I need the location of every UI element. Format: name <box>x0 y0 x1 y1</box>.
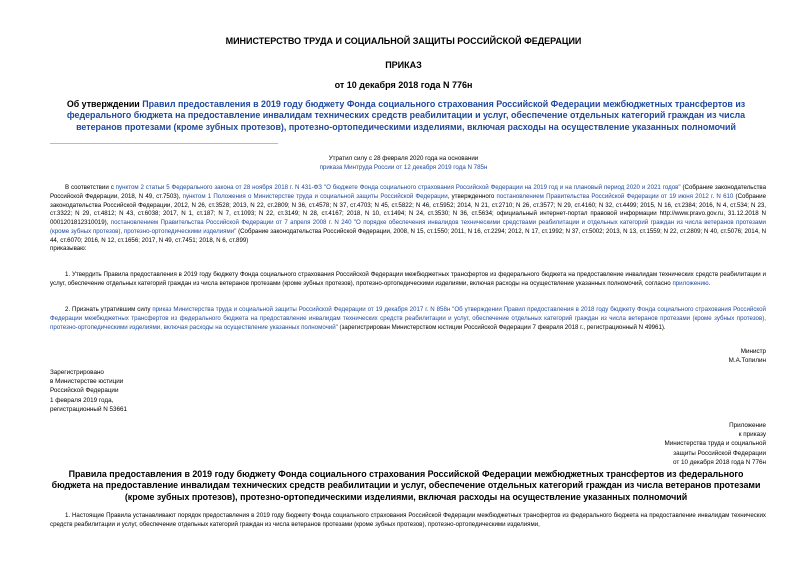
order-heading: ПРИКАЗ <box>385 60 422 70</box>
item-1-paragraph <box>50 271 766 289</box>
item-2-text: 2. Признать утратившим силу <box>65 306 153 313</box>
order-word: приказываю: <box>50 245 87 253</box>
item-2-end: (зарегистрирован Министерством юстиции Российской Федерации 7 февраля 2018 г., регистрационный N 49961). <box>337 323 666 331</box>
registration-line: регистрационный N 53661 <box>50 405 128 413</box>
appendix-line: к приказу <box>738 431 766 439</box>
separator-line <box>50 143 278 144</box>
registration-line: Зарегистрировано <box>50 369 104 376</box>
order-title <box>48 99 764 133</box>
preamble-paragraph <box>50 184 766 254</box>
rules-title: Правила предоставления в 2019 году бюджету Фонда социального страхования Российской Федерации межбюджетных трансфертов из федерального бюджета на предоставление инвалидам технических средств реабилитации и услуг, обеспечение отдельных категорий граждан из числа ветеранов протезами (кроме зубных протезов), протезно-ортопедическими изделиями, включая расходы на осуществление указанных полномочий <box>51 469 761 502</box>
appendix-block <box>664 421 766 467</box>
registration-line: 1 февраля 2019 года, <box>50 396 114 404</box>
appendix-line: от 10 декабря 2018 года N 776н <box>672 458 766 466</box>
preamble-text-5: (Собрание законодательства Российской Федерации, 2008, N 15, ст.1550; 2011, N 16, ст.2294; 2012, N 17, ст.1992; N 37, ст.5002; 2013, N 13, ст.1559; N 22, ст.2809; N 40, ст.5076; 2014, N 44, ст.6070; 2016, N 12, ст.1656; 2017, N 49, ст.7451; 2018, N 6, ст.899) <box>50 227 767 244</box>
appendix-line: Министерства труда и социальной <box>664 440 766 448</box>
appendix-link[interactable]: приложению <box>672 279 709 287</box>
lost-force-note <box>0 154 807 172</box>
minister-name: М.А.Топилин <box>728 357 766 365</box>
order-date: от 10 декабря 2018 года N 776н <box>334 80 473 90</box>
appendix-line: защиты Российской Федерации <box>673 449 766 457</box>
registration-block <box>50 368 127 414</box>
law-431-link[interactable]: пунктом 2 статьи 5 Федерального закона от 28 ноября 2018 г. N 431-ФЗ "О бюджете Фонда социального страхования Российской Федерации на 2019 год и на плановый период 2020 и 2021 годов" <box>115 184 681 191</box>
item-1-text: 1. Утвердить Правила предоставления в 2019 году бюджету Фонда социального страхования Российской Федерации межбюджетных трансфертов из федерального бюджета на предоставление инвалидам технических средств реабилитации и услуг, обеспечение отдельных категорий граждан из числа ветеранов протезами (кроме зубных протезов), протезно-ортопедическими изделиями, включая расходы на осуществление указанных полномочий, согласно <box>50 271 766 287</box>
registration-line: Российской Федерации <box>50 387 119 395</box>
registration-line: в Министерстве юстиции <box>50 378 124 386</box>
order-858-link[interactable]: приказ Министерства труда и социальной защиты Российской Федерации от 19 декабря 2017 г. N 858н "Об утверждении Правил предоставления в 2018 году бюджету Фонда социального страхования Российской Федерации межбюджетных трансфертов из федерального бюджета на предоставление инвалидам технических средств реабилитации и услуг, обеспечение отдельных категорий граждан из числа ветеранов протезами (кроме зубных протезов), протезно-ортопедическими изделиями, включая расходы на осуществление указанных полномочий" <box>50 306 766 331</box>
ministry-regulation-link[interactable]: пунктом 1 Положения о Министерстве труда и социальной защиты Российской Федерации <box>182 192 448 200</box>
signature-block <box>729 347 766 365</box>
decree-610-link[interactable]: постановлением Правительства Российской Федерации от 19 июня 2012 г. N 610 <box>496 192 734 200</box>
order-title-link[interactable]: Правил предоставления в 2019 году бюджету Фонда социального страхования Российской Федерации межбюджетных трансфертов из федерального бюджета на предоставление инвалидам технических средств реабилитации и услуг, обеспечение отдельных категорий граждан из числа ветеранов протезами (кроме зубных протезов), протезно-ортопедическими изделиями, включая расходы на осуществление указанных полномочий <box>66 99 746 132</box>
decree-240-link[interactable]: постановлением Правительства Российской Федерации от 7 апреля 2008 г. N 240 "О порядке обеспечения инвалидов техническими средствами реабилитации и отдельных категорий граждан из числа ветеранов протезами (кроме зубных протезов), протезно-ортопедическими изделиями" <box>50 219 766 235</box>
preamble-text-1: В соответствии с <box>65 184 116 191</box>
item-2-paragraph <box>50 306 766 332</box>
appendix-line: Приложение <box>729 422 766 429</box>
lost-force-link[interactable]: приказа Минтруда России от 12 декабря 2019 года N 785н <box>319 164 488 171</box>
rules-paragraph-1: 1. Настоящие Правила устанавливают порядок предоставления в 2019 году бюджету Фонда социального страхования Российской Федерации межбюджетных трансфертов из федерального бюджета на предоставление инвалидам технических средств реабилитации и услуг, обеспечение отдельных категорий граждан из числа ветеранов протезами (кроме зубных протезов), протезно-ортопедическими изделиями, <box>50 512 766 528</box>
ministry-heading: МИНИСТЕРСТВО ТРУДА И СОЦИАЛЬНОЙ ЗАЩИТЫ РОССИЙСКОЙ ФЕДЕРАЦИИ <box>225 36 582 46</box>
preamble-text-4: (Собрание законодательства Российской Федерации, 2012, N 26, ст.3528; 2013, N 22, ст.2809; N 36, ст.4578; N 37, ст.4703; N 45, ст.5822; N 46, ст.5952; 2014, N 21, ст.2710; N 26, ст.3577; N 29, ст.4160; N 32, ст.4499; 2015, N 16, ст.2384; 2016, N 4, ст.534; N 23, ст.3322; N 29, ст.4812; N 43, ст.6038; 2017, N 1, ст.187; N 7, ст.1093; N 22, ст.3149; N 28, ст.4167; 2018, N 10, ст.1494; N 24, ст.3530; N 36, ст.5634; официальный интернет-портал правовой информации http://www.pravo.gov.ru, 31.12.2018 N 0001201812310019), <box>50 192 767 226</box>
preamble-text-3: , утвержденного <box>447 192 497 200</box>
minister-role: Министр <box>740 348 766 355</box>
order-title-prefix: Об утверждении <box>66 99 143 109</box>
preamble-text-2: (Собрание законодательства Российской Федерации, 2018, N 49, ст.7503), <box>50 184 766 200</box>
item-1-end: . <box>708 279 711 287</box>
lost-force-text: Утратил силу с 28 февраля 2020 года на основании <box>328 155 479 162</box>
